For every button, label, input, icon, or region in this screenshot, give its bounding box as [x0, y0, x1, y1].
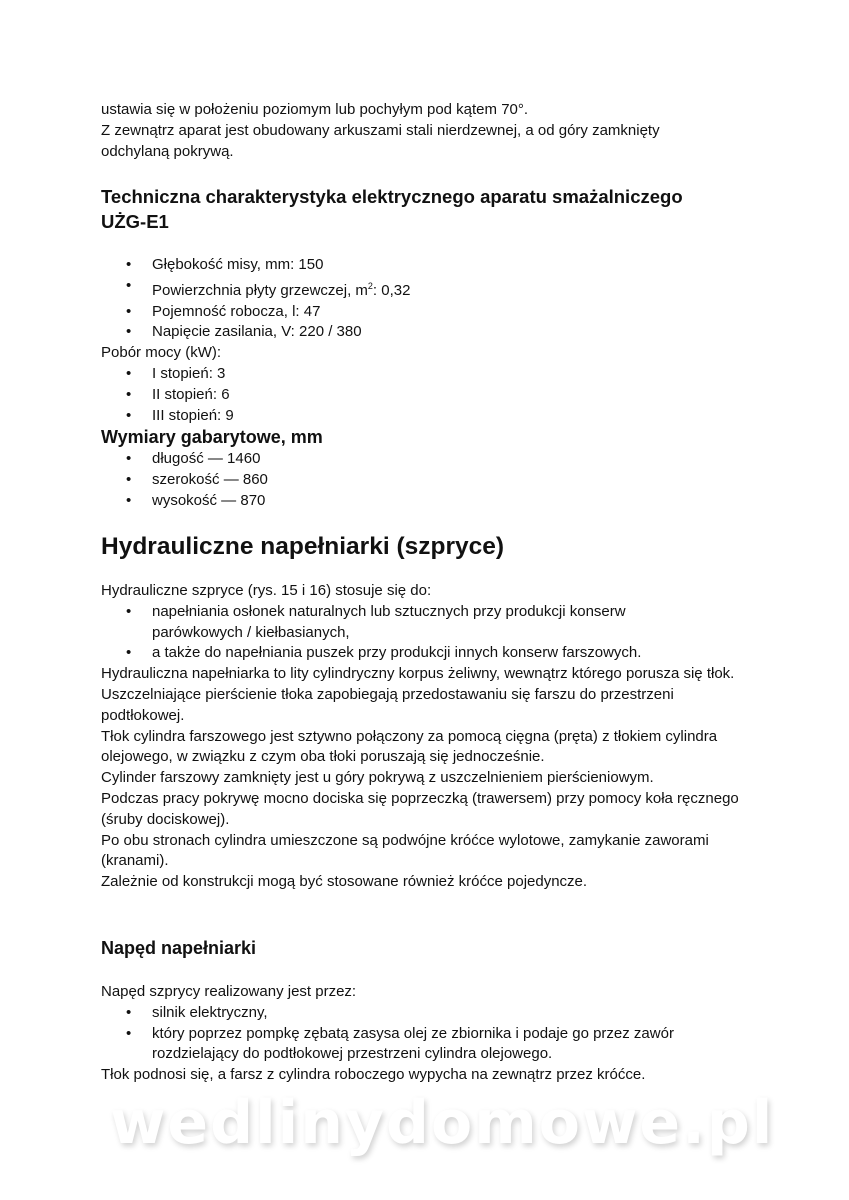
list-item: • Głębokość misy, mm: 150 — [101, 255, 781, 276]
main-heading: Hydrauliczne napełniarki (szpryce) — [101, 533, 505, 560]
list-item: • napełniania osłonek naturalnych lub sztucznych przy produkcji konserw parówkowych / kiełbasianych, — [101, 602, 701, 644]
drive-section — [101, 982, 781, 1086]
paragraph: ustawia się w położeniu poziomym lub pochyłym pod kątem 70°. — [101, 101, 529, 118]
power-list — [101, 364, 781, 426]
paragraph: Tłok cylindra farszowego jest sztywno połączony za pomocą cięgna (pręta) z tłokiem cylindra olejowego, w związku z czym oba tłoki poruszają się jednocześnie. — [101, 727, 718, 766]
drive-heading-block — [101, 936, 781, 960]
section-heading: Napęd napełniarki — [101, 938, 257, 958]
list-item — [101, 276, 781, 302]
paragraph: Po obu stronach cylindra umieszczone są podwójne króćce wylotowe, zamykanie zaworami (kranami). — [101, 831, 709, 870]
item-text: Powierzchnia płyty grzewczej, m — [152, 281, 368, 299]
power-label: Pobór mocy (kW): — [101, 344, 222, 362]
list-item: • I stopień: 3 — [101, 364, 781, 385]
list-item: • Napięcie zasilania, V: 220 / 380 — [101, 322, 781, 343]
paragraph: Napęd szprycy realizowany jest przez: — [101, 983, 357, 1000]
list-item: • który poprzez pompkę zębatą zasysa olej ze zbiornika i podaje go przez zawór rozdzielający do podtłokowej przestrzeni cylindra olejowego. — [101, 1024, 731, 1066]
paragraph: Tłok podnosi się, a farsz z cylindra roboczego wypycha na zewnątrz przez króćce. — [101, 1066, 646, 1084]
hydro-section — [101, 581, 776, 893]
list-item: • II stopień: 6 — [101, 385, 781, 406]
intro-text — [101, 100, 781, 162]
hydro-heading-block — [101, 532, 781, 562]
list-item: • III stopień: 9 — [101, 406, 781, 427]
paragraph: Z zewnątrz aparat jest obudowany arkuszami stali nierdzewnej, a od góry zamknięty odchylaną pokrywą. — [101, 121, 660, 160]
superscript: 2 — [367, 280, 373, 291]
hydro-list — [101, 602, 701, 664]
paragraph: Hydrauliczne szpryce (rys. 15 i 16) stosuje się do: — [101, 582, 432, 599]
paragraph: Hydrauliczna napełniarka to lity cylindryczny korpus żeliwny, wewnątrz którego porusza się tłok. — [101, 665, 735, 683]
drive-list — [101, 1003, 731, 1065]
dims-heading: Wymiary gabarytowe, mm — [101, 427, 323, 448]
paragraph: Zależnie od konstrukcji mogą być stosowane również króćce pojedyncze. — [101, 873, 588, 891]
section-heading: Techniczna charakterystyka elektrycznego aparatu smażalniczego UŻG-E1 — [101, 186, 683, 232]
list-item: • a także do napełniania puszek przy produkcji innych konserw farszowych. — [101, 643, 701, 664]
list-item: • Pojemność robocza, l: 47 — [101, 302, 781, 323]
tech-list — [101, 255, 781, 343]
list-item: • wysokość — 870 — [101, 491, 781, 512]
list-item: • silnik elektryczny, — [101, 1003, 731, 1024]
dims-list — [101, 449, 781, 511]
tech-list-block — [101, 255, 781, 512]
paragraph: Podczas pracy pokrywę mocno dociska się poprzeczką (trawersem) przy pomocy koła ręcznego (śruby dociskowej). — [101, 789, 739, 828]
paragraph: Uszczelniające pierścienie tłoka zapobiegają przedostawaniu się farszu do przestrzeni podtłokowej. — [101, 685, 674, 724]
list-item: • szerokość — 860 — [101, 470, 781, 491]
item-text: : 0,32 — [372, 281, 411, 299]
tech-section — [101, 184, 721, 234]
watermark: wedlinydomowe.pl — [110, 1088, 775, 1158]
list-item: • długość — 1460 — [101, 449, 781, 470]
paragraph: Cylinder farszowy zamknięty jest u góry pokrywą z uszczelnieniem pierścieniowym. — [101, 769, 654, 787]
